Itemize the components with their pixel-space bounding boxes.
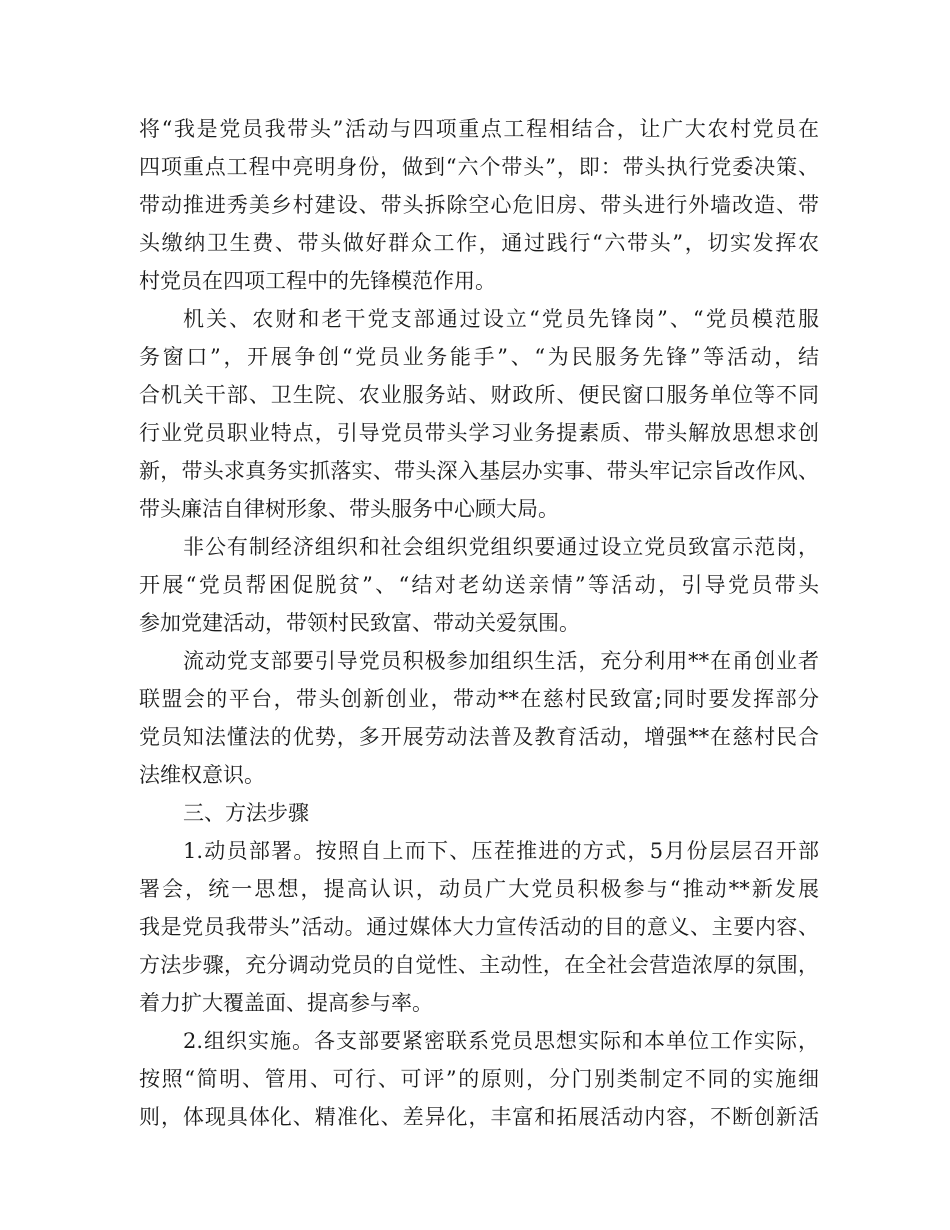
text-line: 法维权意识。 (139, 763, 265, 787)
text-line: 四项重点工程中亮明身份，做到“六个带头”，即：带头执行党委决策、 (139, 155, 819, 179)
text-line: 头缴纳卫生费、带头做好群众工作，通过践行“六带头”，切实发挥农 (139, 231, 819, 255)
text-line: 方法步骤，充分调动党员的自觉性、主动性，在全社会营造浓厚的氛围， (139, 953, 819, 977)
paragraph-first-line: 2.组织实施。各支部要紧密联系党员思想实际和本单位工作实际， (183, 1029, 819, 1053)
text-line: 着力扩大覆盖面、提高参与率。 (139, 991, 433, 1015)
text-line: 带动推进秀美乡村建设、带头拆除空心危旧房、带头进行外墙改造、带 (139, 193, 819, 217)
text-line: 带头廉洁自律树形象、带头服务中心顾大局。 (139, 497, 559, 521)
text-line: 务窗口”，开展争创“党员业务能手”、“为民服务先锋”等活动，结 (139, 345, 819, 369)
paragraph-first-line: 1.动员部署。按照自上而下、压茬推进的方式，5月份层层召开部 (183, 839, 819, 863)
text-line: 党员知法懂法的优势，多开展劳动法普及教育活动，增强**在慈村民合 (139, 725, 819, 749)
text-line: 署会，统一思想，提高认识，动员广大党员积极参与“推动**新发展 (139, 877, 819, 901)
text-line: 行业党员职业特点，引导党员带头学习业务提素质、带头解放思想求创 (139, 421, 819, 445)
text-line: 参加党建活动，带领村民致富、带动关爱氛围。 (139, 611, 580, 635)
text-line: 我是党员我带头”活动。通过媒体大力宣传活动的目的意义、主要内容、 (139, 915, 819, 939)
text-line: 村党员在四项工程中的先锋模范作用。 (139, 269, 496, 293)
paragraph-first-line: 非公有制经济组织和社会组织党组织要通过设立党员致富示范岗， (183, 535, 819, 559)
text-line: 合机关干部、卫生院、农业服务站、财政所、便民窗口服务单位等不同 (139, 383, 819, 407)
paragraph-first-line: 机关、农财和老干党支部通过设立“党员先锋岗”、“党员模范服 (183, 307, 819, 331)
text-line: 联盟会的平台，带头创新创业，带动**在慈村民致富;同时要发挥部分 (139, 687, 819, 711)
text-line: 开展“党员帮困促脱贫”、“结对老幼送亲情”等活动，引导党员带头 (139, 573, 819, 597)
section-heading: 三、方法步骤 (183, 801, 309, 825)
text-line: 将“我是党员我带头”活动与四项重点工程相结合，让广大农村党员在 (139, 117, 819, 141)
document-body (139, 110, 819, 1136)
text-line: 按照“简明、管用、可行、可评”的原则，分门别类制定不同的实施细 (139, 1067, 819, 1091)
paragraph-first-line: 流动党支部要引导党员积极参加组织生活，充分利用**在甬创业者 (183, 649, 819, 673)
text-line: 新，带头求真务实抓落实、带头深入基层办实事、带头牢记宗旨改作风、 (139, 459, 819, 483)
text-line: 则，体现具体化、精准化、差异化，丰富和拓展活动内容，不断创新活 (139, 1105, 819, 1129)
